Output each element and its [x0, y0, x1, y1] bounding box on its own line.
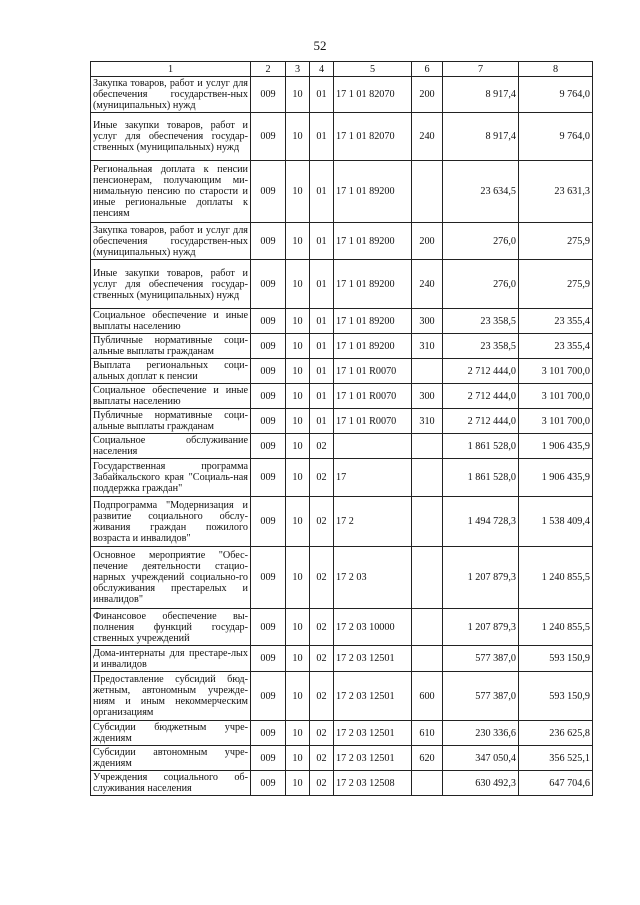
- table-row: [91, 771, 593, 796]
- cell-amount-1: 577 387,0: [443, 646, 519, 672]
- cell-amount-2: 1 538 409,4: [519, 497, 593, 547]
- row-name: Иные закупки товаров, работ и услуг для обеспечения государ-ственных (муниципальных) нужд: [91, 260, 251, 309]
- cell-subsection: 01: [310, 223, 334, 260]
- cell-expense-type: [412, 459, 443, 497]
- cell-ministry: 009: [251, 547, 286, 609]
- cell-target: 17 1 01 R0070: [334, 409, 412, 434]
- cell-subsection: 02: [310, 771, 334, 796]
- cell-expense-type: 310: [412, 409, 443, 434]
- cell-subsection: 02: [310, 497, 334, 547]
- cell-target: 17 1 01 89200: [334, 334, 412, 359]
- budget-table: [90, 61, 593, 796]
- row-name: Субсидии бюджетным учре-ждениям: [91, 721, 251, 746]
- cell-amount-1: 347 050,4: [443, 746, 519, 771]
- row-name: Публичные нормативные соци-альные выплаты гражданам: [91, 409, 251, 434]
- cell-subsection: 02: [310, 434, 334, 459]
- cell-amount-1: 276,0: [443, 223, 519, 260]
- cell-ministry: 009: [251, 223, 286, 260]
- cell-ministry: 009: [251, 721, 286, 746]
- cell-subsection: 02: [310, 721, 334, 746]
- cell-subsection: 01: [310, 409, 334, 434]
- cell-section: 10: [286, 497, 310, 547]
- cell-amount-2: 275,9: [519, 260, 593, 309]
- cell-amount-2: 593 150,9: [519, 646, 593, 672]
- cell-target: 17 1 01 82070: [334, 77, 412, 113]
- table-row: [91, 161, 593, 223]
- cell-ministry: 009: [251, 434, 286, 459]
- header-cell: 7: [443, 62, 519, 77]
- table-row: [91, 434, 593, 459]
- table-row: [91, 459, 593, 497]
- cell-target: 17 2 03: [334, 547, 412, 609]
- cell-amount-2: 1 240 855,5: [519, 609, 593, 646]
- table-row: [91, 746, 593, 771]
- cell-section: 10: [286, 223, 310, 260]
- cell-amount-2: 1 240 855,5: [519, 547, 593, 609]
- header-row: [91, 62, 593, 77]
- cell-amount-2: 9 764,0: [519, 77, 593, 113]
- cell-amount-1: 23 358,5: [443, 334, 519, 359]
- cell-amount-2: 1 906 435,9: [519, 434, 593, 459]
- cell-target: 17 2 03 12501: [334, 672, 412, 721]
- table-row: [91, 309, 593, 334]
- cell-expense-type: 200: [412, 77, 443, 113]
- cell-subsection: 01: [310, 113, 334, 161]
- cell-section: 10: [286, 334, 310, 359]
- row-name: Субсидии автономным учре-ждениям: [91, 746, 251, 771]
- cell-amount-2: 23 355,4: [519, 309, 593, 334]
- cell-expense-type: [412, 646, 443, 672]
- cell-expense-type: 600: [412, 672, 443, 721]
- cell-ministry: 009: [251, 260, 286, 309]
- cell-section: 10: [286, 672, 310, 721]
- cell-expense-type: [412, 609, 443, 646]
- cell-amount-2: 647 704,6: [519, 771, 593, 796]
- cell-amount-2: 356 525,1: [519, 746, 593, 771]
- cell-target: 17 2 03 12501: [334, 646, 412, 672]
- row-name: Учреждения социального об-служивания населения: [91, 771, 251, 796]
- cell-ministry: 009: [251, 459, 286, 497]
- cell-amount-1: 2 712 444,0: [443, 359, 519, 384]
- header-cell: 4: [310, 62, 334, 77]
- cell-subsection: 02: [310, 459, 334, 497]
- header-cell: 2: [251, 62, 286, 77]
- cell-ministry: 009: [251, 672, 286, 721]
- cell-amount-1: 577 387,0: [443, 672, 519, 721]
- row-name: Дома-интернаты для престаре-лых и инвалидов: [91, 646, 251, 672]
- cell-amount-1: 1 207 879,3: [443, 609, 519, 646]
- cell-target: 17: [334, 459, 412, 497]
- cell-expense-type: 310: [412, 334, 443, 359]
- header-cell: 3: [286, 62, 310, 77]
- header-cell: 5: [334, 62, 412, 77]
- row-name: Публичные нормативные соци-альные выплаты гражданам: [91, 334, 251, 359]
- cell-section: 10: [286, 434, 310, 459]
- table-row: [91, 609, 593, 646]
- cell-amount-1: 2 712 444,0: [443, 409, 519, 434]
- cell-amount-2: 23 631,3: [519, 161, 593, 223]
- cell-target: 17 1 01 R0070: [334, 359, 412, 384]
- cell-section: 10: [286, 113, 310, 161]
- cell-amount-1: 1 861 528,0: [443, 459, 519, 497]
- cell-amount-1: 2 712 444,0: [443, 384, 519, 409]
- row-name: Финансовое обеспечение вы-полнения функций государ-ственных учреждений: [91, 609, 251, 646]
- cell-subsection: 02: [310, 609, 334, 646]
- cell-subsection: 01: [310, 77, 334, 113]
- cell-subsection: 01: [310, 359, 334, 384]
- cell-ministry: 009: [251, 384, 286, 409]
- cell-expense-type: 610: [412, 721, 443, 746]
- row-name: Предоставление субсидий бюд-жетным, автономным учрежде-ниям и иным некоммерческим организациям: [91, 672, 251, 721]
- cell-amount-2: 1 906 435,9: [519, 459, 593, 497]
- table-row: [91, 77, 593, 113]
- table-row: [91, 334, 593, 359]
- cell-subsection: 01: [310, 384, 334, 409]
- cell-amount-2: 3 101 700,0: [519, 359, 593, 384]
- cell-amount-1: 1 207 879,3: [443, 547, 519, 609]
- cell-section: 10: [286, 771, 310, 796]
- cell-target: 17 2 03 10000: [334, 609, 412, 646]
- cell-ministry: 009: [251, 409, 286, 434]
- cell-target: 17 1 01 89200: [334, 260, 412, 309]
- cell-subsection: 01: [310, 260, 334, 309]
- cell-section: 10: [286, 547, 310, 609]
- table-row: [91, 223, 593, 260]
- header-cell: 8: [519, 62, 593, 77]
- cell-expense-type: 240: [412, 113, 443, 161]
- table-row: [91, 260, 593, 309]
- cell-section: 10: [286, 646, 310, 672]
- cell-section: 10: [286, 609, 310, 646]
- cell-subsection: 02: [310, 746, 334, 771]
- cell-expense-type: [412, 359, 443, 384]
- cell-target: 17 2: [334, 497, 412, 547]
- cell-amount-1: 1 861 528,0: [443, 434, 519, 459]
- row-name: Закупка товаров, работ и услуг для обеспечения государствен-ных (муниципальных) нужд: [91, 77, 251, 113]
- cell-ministry: 009: [251, 609, 286, 646]
- cell-expense-type: [412, 771, 443, 796]
- cell-ministry: 009: [251, 746, 286, 771]
- cell-target: 17 1 01 82070: [334, 113, 412, 161]
- cell-ministry: 009: [251, 161, 286, 223]
- row-name: Социальное обслуживание населения: [91, 434, 251, 459]
- cell-ministry: 009: [251, 497, 286, 547]
- cell-expense-type: 240: [412, 260, 443, 309]
- cell-subsection: 01: [310, 309, 334, 334]
- cell-amount-2: 593 150,9: [519, 672, 593, 721]
- cell-section: 10: [286, 721, 310, 746]
- row-name: Закупка товаров, работ и услуг для обеспечения государствен-ных (муниципальных) нужд: [91, 223, 251, 260]
- cell-amount-2: 23 355,4: [519, 334, 593, 359]
- header-cell: 6: [412, 62, 443, 77]
- table-row: [91, 672, 593, 721]
- table-row: [91, 384, 593, 409]
- cell-expense-type: 200: [412, 223, 443, 260]
- cell-ministry: 009: [251, 771, 286, 796]
- cell-amount-2: 236 625,8: [519, 721, 593, 746]
- table-row: [91, 646, 593, 672]
- cell-amount-1: 8 917,4: [443, 77, 519, 113]
- cell-target: 17 1 01 R0070: [334, 384, 412, 409]
- row-name: Иные закупки товаров, работ и услуг для обеспечения государ-ственных (муниципальных) нужд: [91, 113, 251, 161]
- cell-amount-1: 23 358,5: [443, 309, 519, 334]
- cell-amount-2: 3 101 700,0: [519, 409, 593, 434]
- header-cell: 1: [91, 62, 251, 77]
- row-name: Социальное обеспечение и иные выплаты населению: [91, 309, 251, 334]
- cell-amount-1: 276,0: [443, 260, 519, 309]
- cell-target: 17 1 01 89200: [334, 223, 412, 260]
- cell-subsection: 01: [310, 161, 334, 223]
- cell-target: 17 2 03 12508: [334, 771, 412, 796]
- cell-amount-1: 8 917,4: [443, 113, 519, 161]
- cell-target: [334, 434, 412, 459]
- cell-amount-2: 9 764,0: [519, 113, 593, 161]
- table-row: [91, 547, 593, 609]
- cell-amount-2: 275,9: [519, 223, 593, 260]
- page-number: 52: [313, 38, 327, 53]
- table-row: [91, 721, 593, 746]
- table-row: [91, 497, 593, 547]
- cell-expense-type: [412, 497, 443, 547]
- cell-expense-type: 620: [412, 746, 443, 771]
- cell-amount-1: 630 492,3: [443, 771, 519, 796]
- cell-target: 17 2 03 12501: [334, 746, 412, 771]
- cell-section: 10: [286, 309, 310, 334]
- cell-section: 10: [286, 384, 310, 409]
- cell-section: 10: [286, 359, 310, 384]
- cell-ministry: 009: [251, 359, 286, 384]
- cell-ministry: 009: [251, 334, 286, 359]
- cell-expense-type: [412, 547, 443, 609]
- cell-subsection: 02: [310, 547, 334, 609]
- table-row: [91, 409, 593, 434]
- cell-subsection: 02: [310, 672, 334, 721]
- row-name: Государственная программа Забайкальского края "Социаль-ная поддержка граждан": [91, 459, 251, 497]
- table-row: [91, 359, 593, 384]
- cell-target: 17 1 01 89200: [334, 309, 412, 334]
- row-name: Региональная доплата к пенсии пенсионерам, получающим ми-нимальную пенсию по старости и иные региональные доплаты к пенсиям: [91, 161, 251, 223]
- cell-ministry: 009: [251, 77, 286, 113]
- cell-amount-1: 1 494 728,3: [443, 497, 519, 547]
- row-name: Социальное обеспечение и иные выплаты населению: [91, 384, 251, 409]
- cell-section: 10: [286, 161, 310, 223]
- row-name: Основное мероприятие "Обес-печение деятельности стацио-нарных учреждений социально-го обслуживания престарелых и инвалидов": [91, 547, 251, 609]
- cell-ministry: 009: [251, 113, 286, 161]
- cell-expense-type: 300: [412, 384, 443, 409]
- row-name: Подпрограмма "Модернизация и развитие социального обслу-живания граждан пожилого возраста и инвалидов": [91, 497, 251, 547]
- table-row: [91, 113, 593, 161]
- cell-section: 10: [286, 459, 310, 497]
- cell-ministry: 009: [251, 646, 286, 672]
- cell-expense-type: [412, 161, 443, 223]
- cell-amount-1: 230 336,6: [443, 721, 519, 746]
- row-name: Выплата региональных соци-альных доплат к пенсии: [91, 359, 251, 384]
- cell-subsection: 02: [310, 646, 334, 672]
- cell-section: 10: [286, 746, 310, 771]
- cell-ministry: 009: [251, 309, 286, 334]
- cell-target: 17 2 03 12501: [334, 721, 412, 746]
- cell-expense-type: 300: [412, 309, 443, 334]
- cell-expense-type: [412, 434, 443, 459]
- cell-section: 10: [286, 260, 310, 309]
- cell-target: 17 1 01 89200: [334, 161, 412, 223]
- cell-subsection: 01: [310, 334, 334, 359]
- cell-section: 10: [286, 409, 310, 434]
- cell-amount-2: 3 101 700,0: [519, 384, 593, 409]
- cell-section: 10: [286, 77, 310, 113]
- cell-amount-1: 23 634,5: [443, 161, 519, 223]
